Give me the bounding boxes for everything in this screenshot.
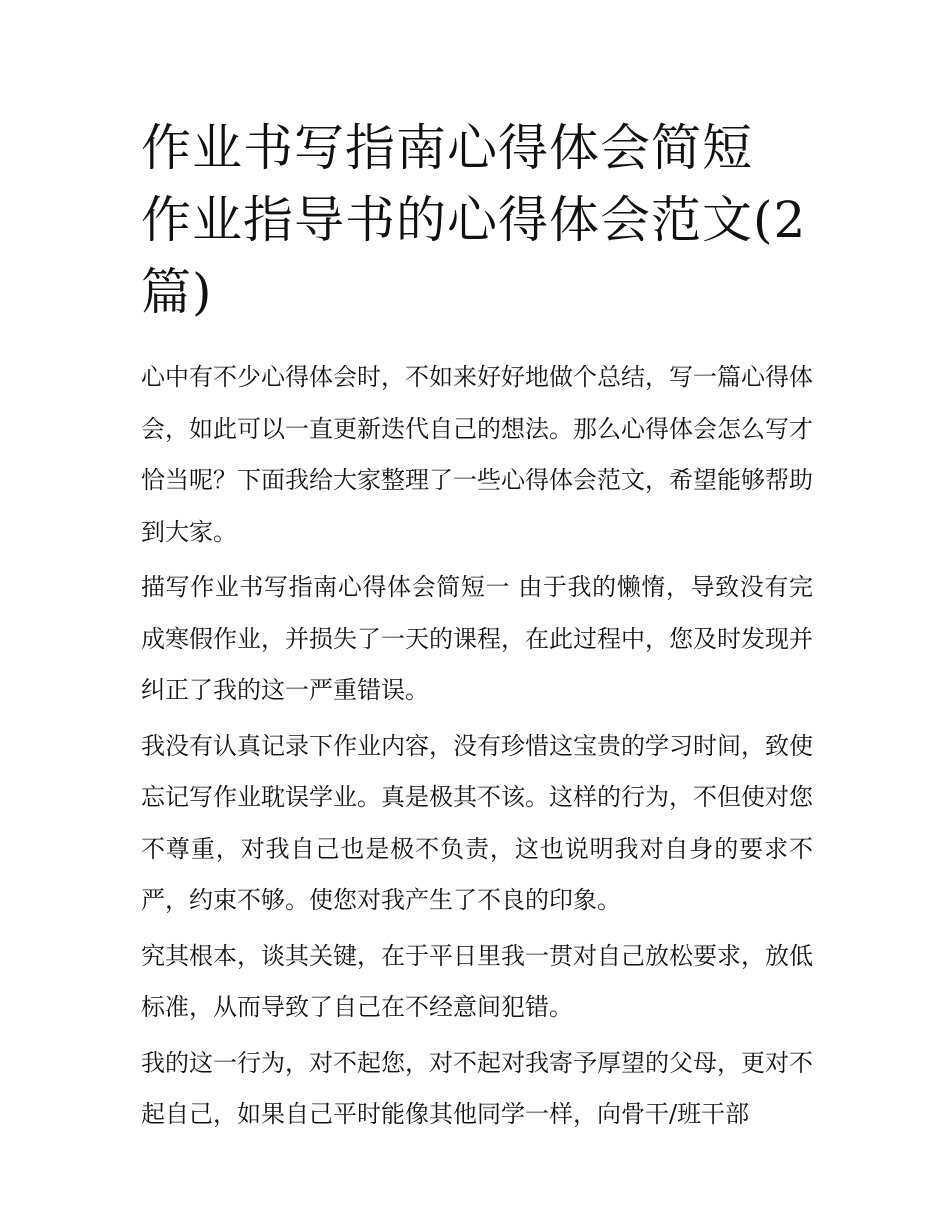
document-body [141, 352, 813, 1141]
paragraph-intro: 心中有不少心得体会时，不如来好好地做个总结，写一篇心得体会，如此可以一直更新迭代自己的想法。那么心得体会怎么写才恰当呢？下面我给大家整理了一些心得体会范文，希望能够帮助到大家。 [141, 363, 813, 546]
paragraph-1: 描写作业书写指南心得体会简短一 由于我的懒惰，导致没有完成寒假作业，并损失了一天的课程，在此过程中，您及时发现并纠正了我的这一严重错误。 [141, 573, 813, 704]
paragraph-4: 我的这一行为，对不起您，对不起对我寄予厚望的父母，更对不起自己，如果自己平时能像其他同学一样，向骨干/班干部 [141, 1048, 813, 1128]
document-title: 作业书写指南心得体会简短 作业指导书的心得体会范文(2篇) [141, 119, 807, 321]
paragraph-3: 究其根本，谈其关键，在于平日里我一贯对自己放松要求，放低标准，从而导致了自己在不经意间犯错。 [141, 941, 813, 1021]
document-page [141, 112, 813, 1145]
paragraph-2: 我没有认真记录下作业内容，没有珍惜这宝贵的学习时间，致使忘记写作业耽误学业。真是极其不该。这样的行为，不但使对您不尊重，对我自己也是极不负责，这也说明我对自身的要求不严，约束不够。使您对我产生了不良的印象。 [141, 731, 813, 914]
